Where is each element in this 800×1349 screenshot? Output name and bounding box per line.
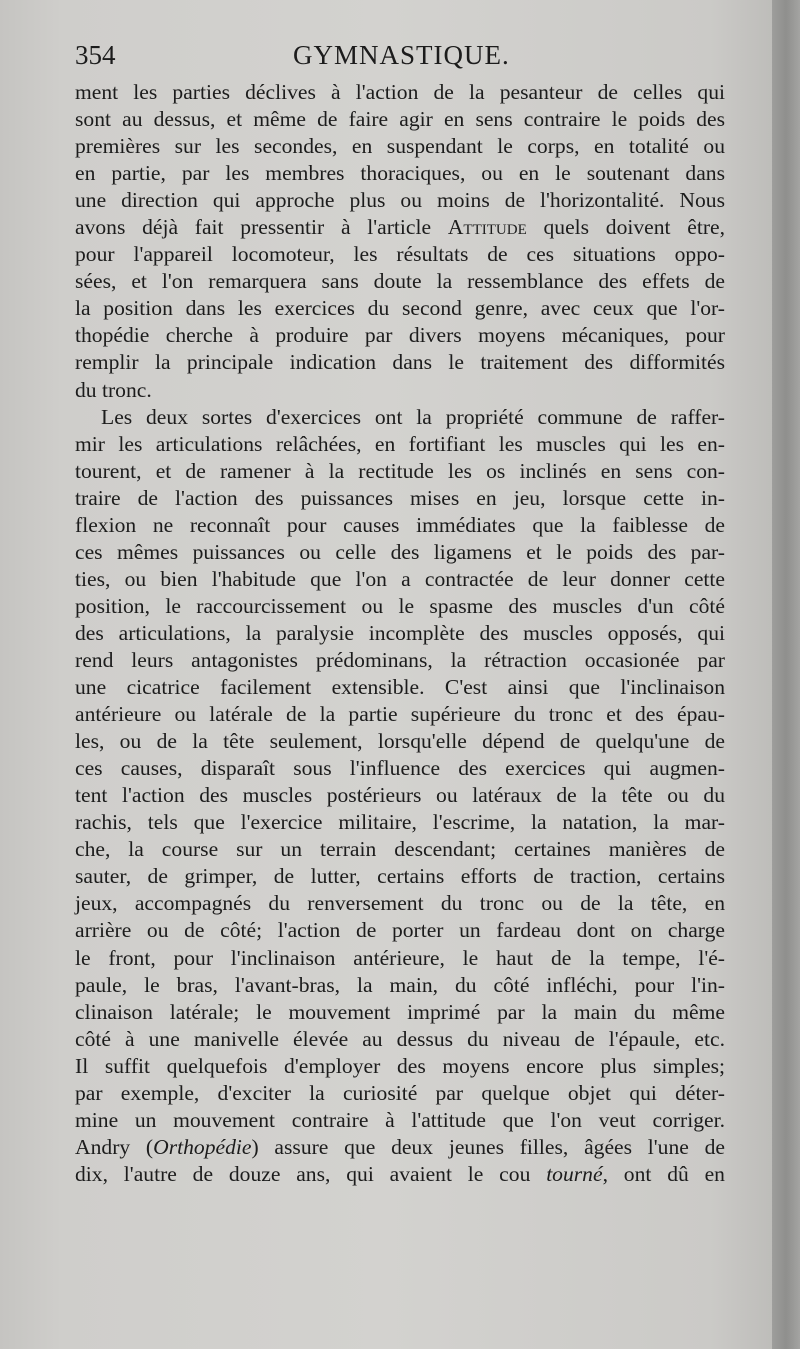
text-line: che, la course sur un terrain descendant; certaines manières de [75, 837, 725, 862]
text-line: arrière ou de côté; l'action de porter un fardeau dont on charge [75, 918, 725, 943]
running-title: GYMNASTIQUE. [293, 40, 510, 70]
text-line: sont au dessus, et même de faire agir en sens contraire le poids des [75, 107, 725, 132]
text-line: ces mêmes puissances ou celle des ligamens et le poids des par- [75, 539, 725, 564]
text-line: thopédie cherche à produire par divers moyens mécaniques, pour [75, 323, 725, 348]
text-fragment: avons déjà fait pressentir à l'article [75, 215, 432, 240]
text-line: sauter, de grimper, de lutter, certains efforts de traction, certains [75, 864, 725, 889]
text-fragment: dix, l'autre de douze ans, qui avaient le cou [75, 1161, 531, 1186]
text-line: paule, le bras, l'avant-bras, la main, du côté infléchi, pour l'in- [75, 972, 725, 997]
text-line: une cicatrice facilement extensible. C'est ainsi que l'inclinaison [75, 675, 725, 700]
text-line: ces causes, disparaît sous l'influence des exercices qui augmen- [75, 756, 725, 781]
page-header [75, 40, 725, 76]
text-line: rachis, tels que l'exercice militaire, l'escrime, la natation, la mar- [75, 810, 725, 835]
text-line: le front, pour l'inclinaison antérieure, le haut de la tempe, l'é- [75, 945, 725, 970]
text-line: sées, et l'on remarquera sans doute la ressemblance des effets de [75, 269, 725, 294]
page-number: 354 [75, 40, 116, 70]
text-line: traire de l'action des puissances mises en jeu, lorsque cette in- [75, 485, 725, 510]
text-line: remplir la principale indication dans le traitement des difformités [75, 350, 725, 375]
italic-word: tourné [546, 1161, 603, 1186]
text-line: position, le raccourcissement ou le spasme des muscles d'un côté [75, 593, 725, 618]
text-fragment: ) assure que deux jeunes filles, âgées l'une de [251, 1134, 725, 1159]
text-line [75, 1161, 725, 1188]
text-line: en partie, par les membres thoraciques, ou en le soutenant dans [75, 161, 725, 186]
text-line: ment les parties déclives à l'action de la pesanteur de celles qui [75, 80, 725, 104]
text-fragment: Andry ( [75, 1134, 154, 1159]
attitude-reference: Attitude [447, 215, 527, 240]
text-line: rend leurs antagonistes prédominans, la rétraction occasionée par [75, 647, 725, 672]
text-line: côté à une manivelle élevée au dessus du niveau de l'épaule, etc. [75, 1026, 725, 1051]
text-line: Il suffit quelquefois d'employer des moyens encore plus simples; [75, 1053, 725, 1078]
text-line: les, ou de la tête seulement, lorsqu'elle dépend de quelqu'une de [75, 729, 725, 754]
body-text [75, 79, 725, 1188]
page-edge [772, 0, 800, 1349]
text-line: la position dans les exercices du second genre, avec ceux que l'or- [75, 296, 725, 321]
text-line: ties, ou bien l'habitude que l'on a contractée de leur donner cette [75, 566, 725, 591]
text-line: antérieure ou latérale de la partie supérieure du tronc et des épau- [75, 702, 725, 727]
text-fragment: , ont dû en [602, 1161, 725, 1186]
text-line: tourent, et de ramener à la rectitude les os inclinés en sens con- [75, 458, 725, 483]
text-line: par exemple, d'exciter la curiosité par quelque objet qui déter- [75, 1080, 725, 1105]
text-line: mir les articulations relâchées, en fortifiant les muscles qui les en- [75, 431, 725, 456]
text-line: jeux, accompagnés du renversement du tronc ou de la tête, en [75, 891, 725, 916]
text-line: une direction qui approche plus ou moins de l'horizontalité. Nous [75, 188, 725, 213]
text-line: tent l'action des muscles postérieurs ou latéraux de la tête ou du [75, 783, 725, 808]
text-line [75, 214, 725, 241]
text-line: pour l'appareil locomoteur, les résultats de ces situations oppo- [75, 242, 725, 267]
text-line: clinaison latérale; le mouvement imprimé par la main du même [75, 999, 725, 1024]
text-line [75, 1134, 725, 1161]
text-line: premières sur les secondes, en suspendant le corps, en totalité ou [75, 134, 725, 159]
text-line: flexion ne reconnaît pour causes immédiates que la faiblesse de [75, 512, 725, 537]
italic-title: Orthopédie [153, 1134, 252, 1159]
text-line: Les deux sortes d'exercices ont la propriété commune de raffer- [101, 404, 725, 429]
text-line: mine un mouvement contraire à l'attitude que l'on veut corriger. [75, 1107, 725, 1132]
text-line: du tronc. [75, 377, 152, 402]
text-line: des articulations, la paralysie incomplète des muscles opposés, qui [75, 620, 725, 645]
text-fragment: quels doivent être, [543, 215, 726, 240]
